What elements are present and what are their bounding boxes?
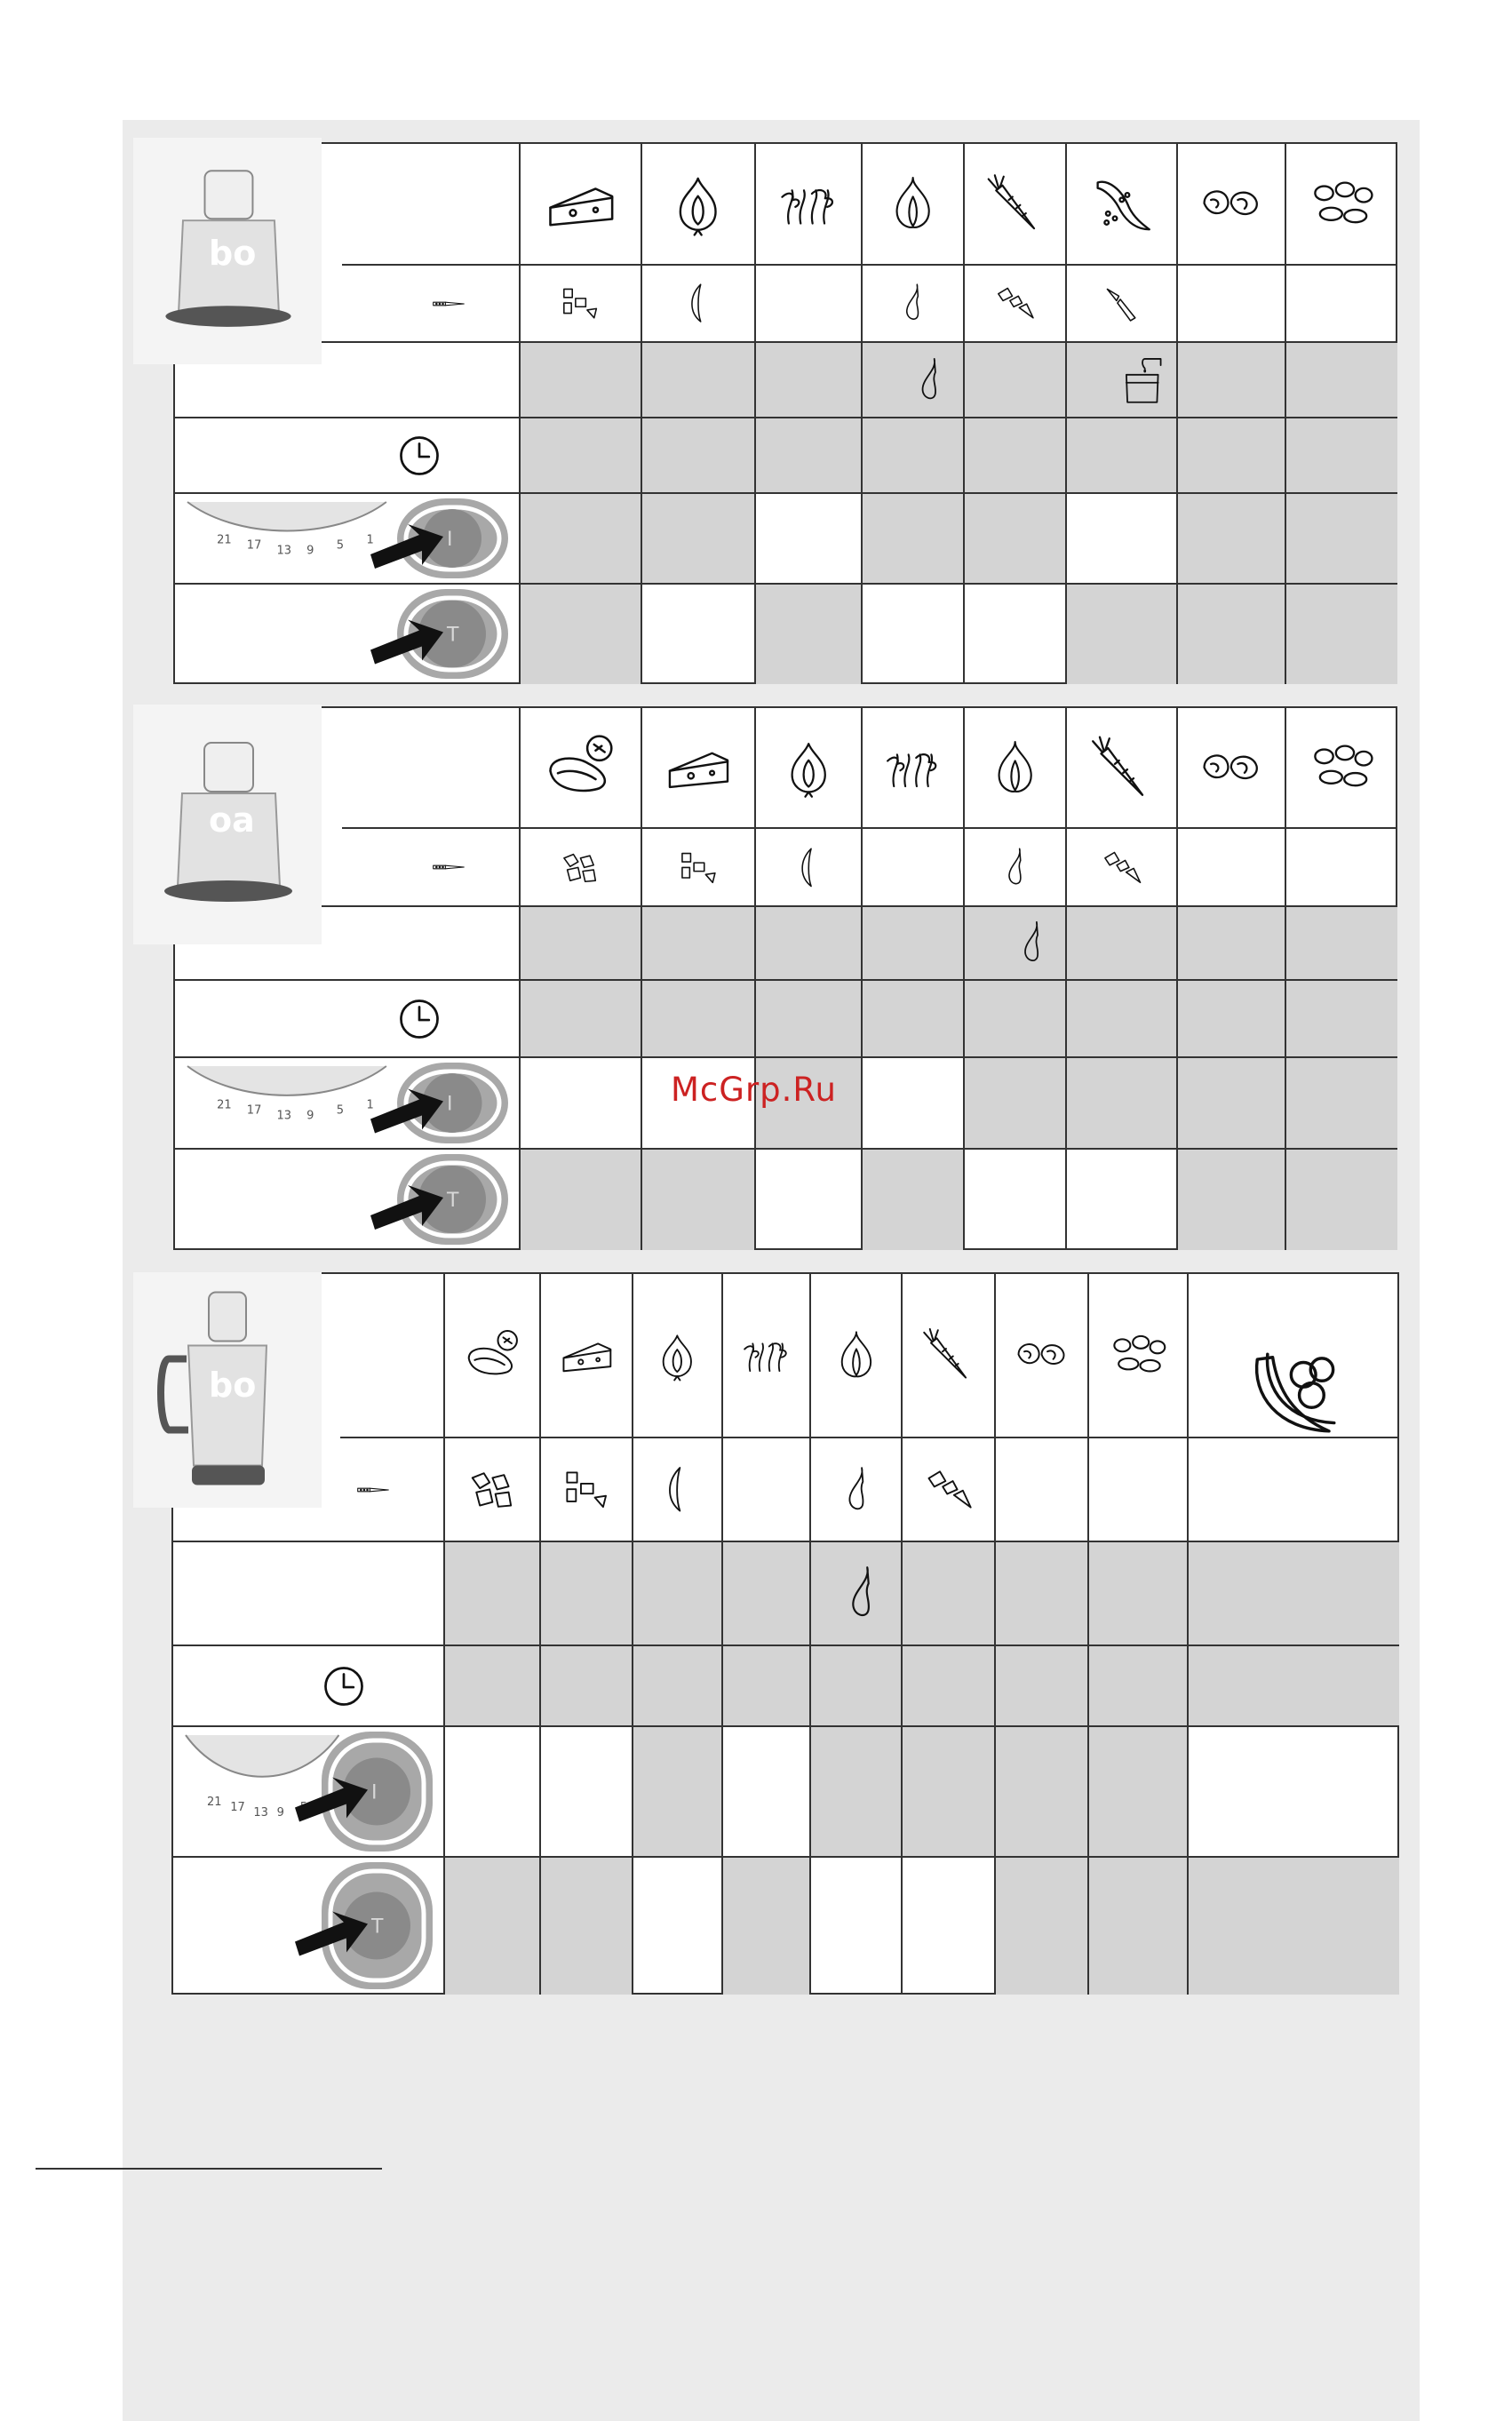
grid-vline (1285, 706, 1286, 1250)
knife-icon (311, 1474, 435, 1506)
grid-vline (519, 706, 521, 1250)
turbo-cell (1285, 584, 1397, 684)
turbo-cell (810, 1857, 902, 1995)
grid-hline (173, 979, 1397, 981)
turbo-cell (1188, 1857, 1399, 1995)
carrot-pieces-icon (991, 280, 1038, 326)
pulse-cell (633, 1726, 722, 1857)
button-label: I (447, 1093, 453, 1116)
grid-vline (963, 706, 965, 1250)
garlic-icon (828, 1326, 885, 1383)
turbo-cell (862, 584, 964, 684)
carrot-icon (919, 1326, 977, 1383)
onion-icon (663, 168, 733, 238)
grid-vline (754, 142, 756, 684)
pulse-cell (1066, 1057, 1177, 1149)
speed-mark: 9 (306, 1109, 314, 1123)
grid-vline (1176, 142, 1178, 684)
grid-hline (171, 1856, 1399, 1858)
time-cell (520, 418, 641, 493)
carrot-icon (983, 171, 1046, 235)
time-cell (1088, 1645, 1188, 1726)
extra-cell (1285, 342, 1397, 418)
turbo-cell (995, 1857, 1088, 1995)
speed-mark: 13 (253, 1806, 268, 1820)
onion-icon (776, 734, 841, 800)
almonds-icon (1107, 1324, 1168, 1385)
time-cell (1177, 418, 1285, 493)
carrot-icon (1087, 733, 1157, 802)
extra-cell (755, 906, 862, 980)
garlic-icon (881, 171, 944, 235)
turbo-button-graphic (180, 1152, 513, 1246)
parsley-icon (739, 1327, 793, 1382)
time-cell (1188, 1645, 1399, 1726)
pulse-cell (964, 493, 1066, 584)
bottom-rule (36, 2168, 382, 2170)
pulse-cell (1285, 1057, 1397, 1149)
grid-hline (173, 583, 1397, 585)
grid-vline (861, 706, 863, 1250)
grid-hline (173, 1056, 1397, 1058)
chili-with-seeds-icon (1087, 169, 1157, 238)
turbo-cell (1066, 584, 1177, 684)
grid-vline (443, 1272, 445, 1995)
garlic-clove-icon (829, 1561, 893, 1625)
time-cell (810, 1645, 902, 1726)
button-label: I (447, 529, 453, 551)
turbo-cell (964, 1149, 1066, 1250)
grid-vline (519, 142, 521, 684)
meat-cubes-icon (557, 844, 604, 891)
grid-vline (1065, 706, 1067, 1250)
extra-cell (862, 906, 964, 980)
extra-cell (1177, 342, 1285, 418)
grid-vline (721, 1272, 723, 1995)
turbo-cell (902, 1857, 995, 1995)
meat-icon (543, 729, 618, 805)
grid-vline (539, 1272, 541, 1995)
pulse-cell (520, 1057, 641, 1149)
time-cell (964, 418, 1066, 493)
speed-mark: 17 (230, 1801, 245, 1815)
grid-vline (641, 706, 642, 1250)
grid-hline (171, 1645, 1399, 1646)
carrot-pieces-icon (1098, 844, 1145, 891)
extra-cell (1188, 1541, 1399, 1645)
model-badge: bo (209, 234, 257, 273)
speed-mark: 1 (366, 533, 374, 547)
almonds-icon (1307, 169, 1376, 238)
garlic-icon (983, 736, 1046, 799)
time-cell (995, 1645, 1088, 1726)
extra-cell (1088, 1541, 1188, 1645)
cheese-icon (663, 732, 733, 802)
pulse-cell (520, 493, 641, 584)
time-cell (722, 1645, 810, 1726)
appliance-thumbnail (133, 705, 322, 944)
meat-cubes-icon (464, 1461, 521, 1518)
pulse-cell (862, 1057, 964, 1149)
extra-cell (755, 342, 862, 418)
extra-cell (964, 342, 1066, 418)
time-cell (862, 980, 964, 1057)
pulse-cell (902, 1726, 995, 1857)
turbo-cell (641, 584, 755, 684)
grid-hline (342, 827, 1397, 829)
grid-vline (1065, 142, 1067, 684)
cubes-icon (557, 280, 603, 326)
grid-vline (861, 142, 863, 684)
pulse-cell (540, 1726, 633, 1857)
parsley-icon (881, 736, 944, 799)
turbo-cell (1177, 584, 1285, 684)
grid-vline (963, 142, 965, 684)
walnuts-icon (1013, 1326, 1070, 1383)
turbo-cell (722, 1857, 810, 1995)
onion-wedge-icon (650, 1462, 704, 1517)
garlic-clove-icon (991, 844, 1039, 891)
button-label: T (447, 1190, 459, 1212)
turbo-cell (444, 1857, 540, 1995)
grid-vline (994, 1272, 996, 1995)
walnuts-icon (1198, 170, 1265, 237)
time-cell (1285, 980, 1397, 1057)
turbo-cell (755, 1149, 862, 1250)
knife-icon (386, 288, 511, 320)
extra-cell (1066, 906, 1177, 980)
extra-cell (540, 1541, 633, 1645)
time-cell (641, 418, 755, 493)
pulse-cell (444, 1726, 540, 1857)
pulse-cell (1177, 493, 1285, 584)
turbo-cell (540, 1857, 633, 1995)
grid-vline (754, 706, 756, 1250)
parsley-icon (776, 171, 841, 236)
turbo-cell (1285, 1149, 1397, 1250)
grid-vline (1176, 706, 1178, 1250)
garlic-clove-icon (1006, 917, 1057, 968)
extra-cell (902, 1541, 995, 1645)
walnuts-icon (1198, 734, 1265, 801)
appliance-thumbnail (133, 1272, 322, 1508)
pulse-cell (755, 493, 862, 584)
speed-mark: 17 (246, 1103, 262, 1118)
turbo-cell (520, 1149, 641, 1250)
speed-mark: 5 (336, 538, 345, 553)
extra-cell (641, 906, 755, 980)
garlic-clove-icon (889, 280, 935, 326)
turbo-cell (1088, 1857, 1188, 1995)
cheese-icon (543, 166, 618, 242)
turbo-cell (633, 1857, 722, 1995)
turbo-cell (1177, 1149, 1285, 1250)
chili-piece-icon (1098, 280, 1144, 326)
time-cell (1285, 418, 1397, 493)
almonds-icon (1307, 732, 1376, 801)
model-badge: bo (209, 1366, 257, 1405)
button-label: T (447, 624, 459, 647)
speed-mark: 13 (276, 1109, 292, 1123)
time-cell (1066, 980, 1177, 1057)
grid-vline (1187, 1272, 1189, 1995)
garlic-clove-icon (903, 354, 956, 407)
grid-hline (173, 1148, 1397, 1150)
pulse-button-graphic (180, 497, 513, 580)
grid-vline (632, 1272, 633, 1995)
speed-mark: 21 (207, 1796, 222, 1810)
speed-mark: 5 (336, 1103, 345, 1118)
time-cell (520, 980, 641, 1057)
turbo-cell (862, 1149, 964, 1250)
pulse-cell (1177, 1057, 1285, 1149)
cubes-icon (675, 844, 722, 891)
pulse-cell (1285, 493, 1397, 584)
extra-cell (520, 342, 641, 418)
model-badge: oa (209, 800, 255, 840)
speed-mark: 17 (246, 538, 262, 553)
watermark: McGrp.Ru (671, 1071, 837, 1109)
extra-cell (641, 342, 755, 418)
clock-icon (320, 1662, 368, 1710)
onion-icon (649, 1327, 705, 1383)
clock-icon (395, 995, 443, 1043)
grid-vline (641, 142, 642, 684)
time-cell (1177, 980, 1285, 1057)
extra-cell (444, 1541, 540, 1645)
turbo-button-graphic (180, 587, 513, 681)
speed-mark: 9 (306, 544, 314, 558)
pulse-cell (810, 1726, 902, 1857)
grid-hline (171, 1725, 1399, 1727)
grid-vline (1285, 142, 1286, 684)
grid-hline (173, 341, 1397, 343)
grid-hline (173, 492, 1397, 494)
cubes-icon (559, 1461, 614, 1517)
water-cup-icon (1116, 354, 1169, 407)
time-cell (540, 1645, 633, 1726)
time-cell (641, 980, 755, 1057)
time-cell (755, 980, 862, 1057)
grid-hline (342, 264, 1397, 266)
clock-icon (395, 432, 443, 480)
pulse-cell (722, 1726, 810, 1857)
speed-mark: 9 (276, 1806, 284, 1820)
pulse-cell (964, 1057, 1066, 1149)
grid-hline (173, 417, 1397, 418)
time-cell (902, 1645, 995, 1726)
onion-wedge-icon (785, 844, 832, 891)
speed-mark: 21 (217, 533, 232, 547)
button-label: T (371, 1915, 384, 1939)
speed-mark: 1 (366, 1098, 374, 1112)
turbo-cell (520, 584, 641, 684)
extra-cell (722, 1541, 810, 1645)
extra-cell (1177, 906, 1285, 980)
turbo-cell (964, 584, 1066, 684)
grid-vline (1087, 1272, 1089, 1995)
appliance-thumbnail (133, 138, 322, 364)
knife-icon (386, 851, 511, 883)
pulse-cell (1088, 1726, 1188, 1857)
pulse-cell (862, 493, 964, 584)
turbo-button-graphic (179, 1860, 437, 1991)
extra-cell (633, 1541, 722, 1645)
grid-hline (171, 1541, 1399, 1542)
speed-mark: 13 (276, 544, 292, 558)
pulse-button-graphic (179, 1730, 437, 1853)
cheese-icon (558, 1326, 615, 1383)
time-cell (755, 418, 862, 493)
fruit-icon (1242, 1339, 1344, 1441)
pulse-cell (1188, 1726, 1399, 1857)
extra-cell (995, 1541, 1088, 1645)
time-cell (862, 418, 964, 493)
extra-cell (1285, 906, 1397, 980)
button-label: I (371, 1781, 378, 1804)
grid-vline (901, 1272, 903, 1995)
extra-cell (520, 906, 641, 980)
grid-hline (340, 1437, 1399, 1438)
onion-wedge-icon (675, 280, 721, 326)
time-cell (444, 1645, 540, 1726)
carrot-pieces-icon (920, 1461, 976, 1517)
time-cell (633, 1645, 722, 1726)
grid-hline (173, 905, 1397, 907)
turbo-cell (641, 1149, 755, 1250)
pulse-cell (995, 1726, 1088, 1857)
pulse-cell (1066, 493, 1177, 584)
pulse-button-graphic (180, 1061, 513, 1145)
turbo-cell (1066, 1149, 1177, 1250)
pulse-cell (641, 493, 755, 584)
speed-mark: 21 (217, 1098, 232, 1112)
turbo-cell (755, 584, 862, 684)
time-cell (1066, 418, 1177, 493)
grid-vline (809, 1272, 811, 1995)
meat-icon (463, 1326, 522, 1385)
time-cell (964, 980, 1066, 1057)
garlic-clove-icon (829, 1462, 884, 1517)
